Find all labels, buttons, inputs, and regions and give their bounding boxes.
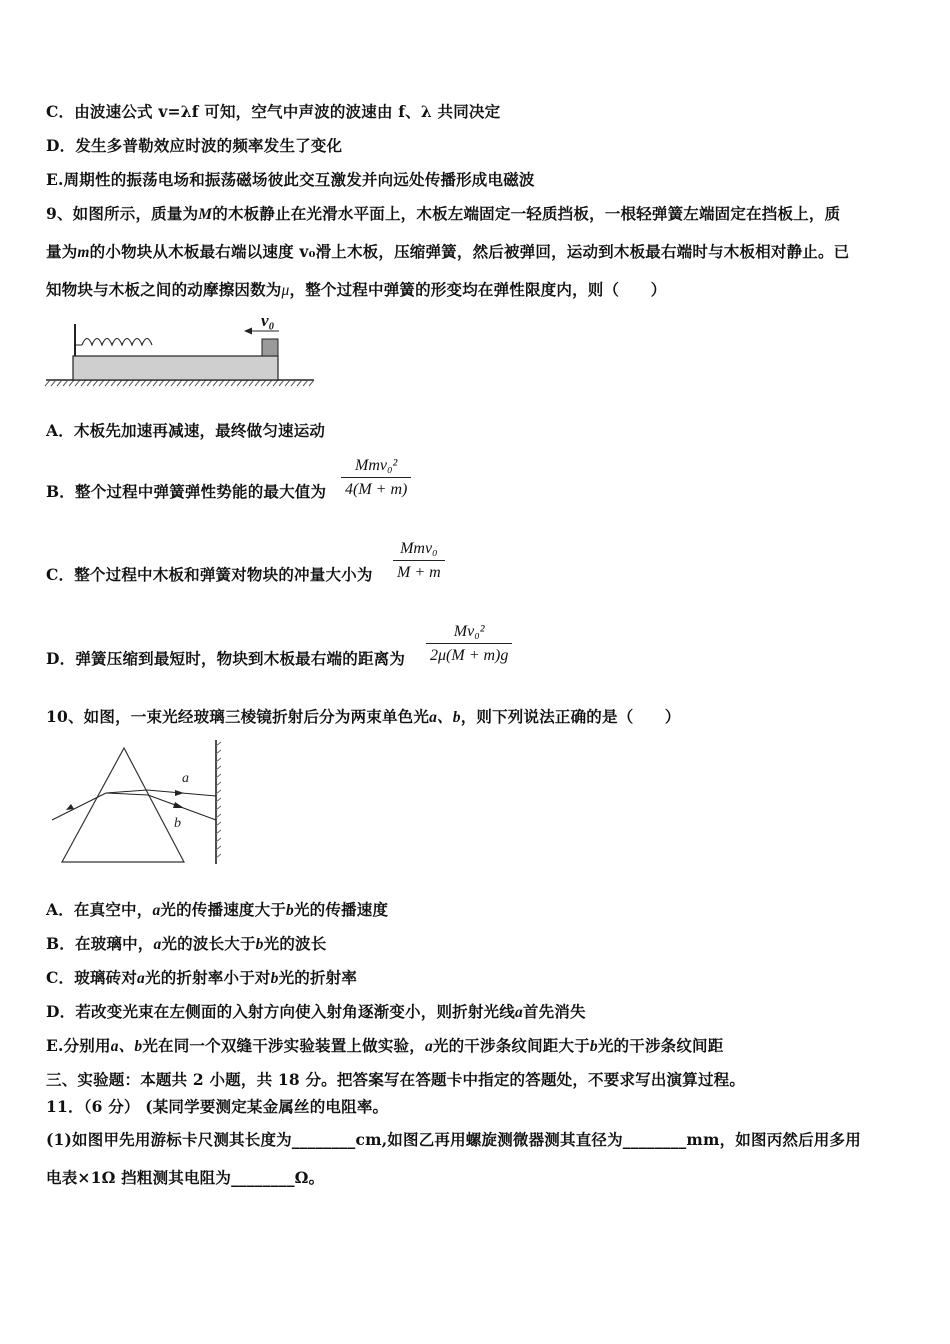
q10-option-c: C．玻璃砖对a光的折射率小于对b光的折射率 [46,968,358,987]
q9-option-b-formula [341,457,411,499]
q8-option-d: D．发生多普勒效应时波的频率发生了变化 [46,136,343,155]
q10-fig-label-a: a [182,771,189,786]
q11-heading: 11．（6 分） (某同学要测定某金属丝的电阻率。 [46,1097,389,1116]
fraction-numerator: Mmv₀ [400,540,438,557]
q9-option-b: B．整个过程中弹簧弹性势能的最大值为 [46,482,327,501]
q10-option-b: B．在玻璃中，a光的波长大于b光的波长 [46,934,327,953]
q9-option-c: C．整个过程中木板和弹簧对物块的冲量大小为 [46,565,373,584]
q9-option-a: A．木板先加速再减速，最终做匀速运动 [46,421,326,440]
fraction-numerator: Mv₀² [453,623,485,640]
fraction-denominator: 4(M + m) [345,481,408,498]
q9-fig-velocity-label: v₀ [261,311,275,330]
q10-option-a: A．在真空中，a光的传播速度大于b光的传播速度 [46,900,389,919]
q8-option-c: C．由波速公式 v=λf 可知，空气中声波的波速由 f、λ 共同决定 [46,102,501,121]
q11-part1-line-2: 电表×1Ω 挡粗测其电阻为________Ω。 [46,1168,325,1187]
section-3-title: 三、实验题：本题共 2 小题，共 18 分。把答案写在答题卡中指定的答题处，不要求写出演算过程。 [46,1070,746,1089]
q10-option-d: D．若改变光束在左侧面的入射方向使入射角逐渐变小，则折射光线a首先消失 [46,1002,586,1021]
q9-stem-line-1: 9、如图所示，质量为M的木板静止在光滑水平面上，木板左端固定一轻质挡板，一根轻弹簧左端固定在挡板上，质 [46,204,841,223]
q9-stem-line-2: 量为m的小物块从木板最右端以速度 v₀滑上木板，压缩弹簧，然后被弹回，运动到木板最右端时与木板相对静止。已 [46,242,850,261]
q9-stem-line-3: 知物块与木板之间的动摩擦因数为μ，整个过程中弹簧的形变均在弹性限度内，则（ ） [46,280,667,299]
q10-stem: 10、如图，一束光经玻璃三棱镜折射后分为两束单色光a、b，则下列说法正确的是（ ） [46,707,681,726]
fraction-numerator: Mmv₀² [355,457,398,474]
q9-option-d: D．弹簧压缩到最短时，物块到木板最右端的距离为 [46,649,406,668]
q8-option-e: E.周期性的振荡电场和振荡磁场彼此交互激发并向远处传播形成电磁波 [46,170,535,189]
q9-option-d-formula [426,623,512,665]
q11-part1-line-1: (1)如图甲先用游标卡尺测其长度为________cm,如图乙再用螺旋测微器测其直径为________mm，如图丙然后用多用 [46,1130,861,1149]
fraction-denominator: M + m [397,564,441,581]
q10-prism-diagram [44,738,234,870]
q10-option-e: E.分别用a、b光在同一个双缝干涉实验装置上做实验，a光的干涉条纹间距大于b光的干涉条纹间距 [46,1036,724,1055]
q10-fig-label-b: b [174,816,181,831]
fraction-denominator: 2μ(M + m)g [430,647,509,664]
q9-board-spring-diagram [44,310,319,402]
q9-option-c-formula [393,540,445,582]
